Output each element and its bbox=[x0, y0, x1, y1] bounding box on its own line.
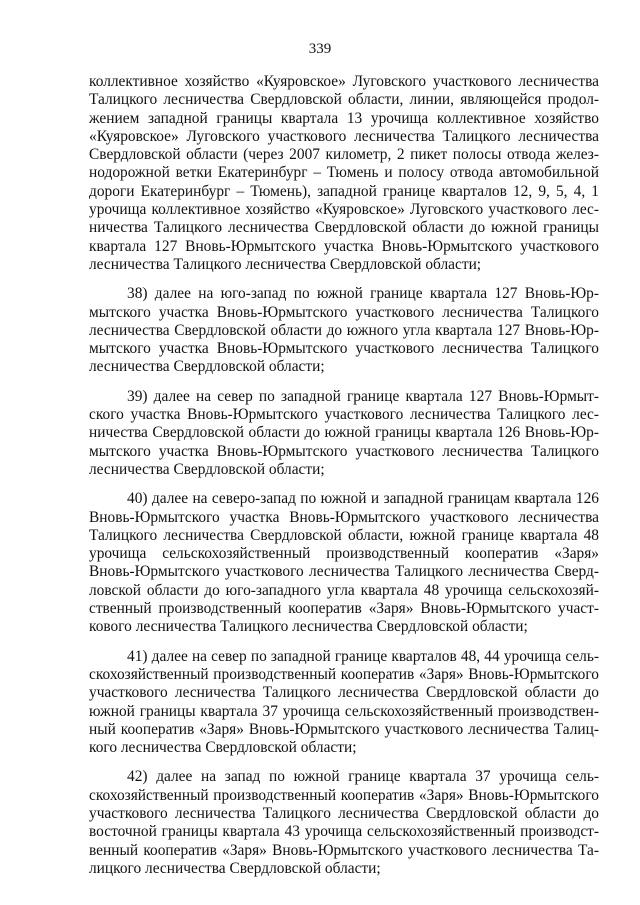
text-line: коллективное хозяйство «Куяровское» Луговского участкового лесничества bbox=[89, 73, 599, 90]
text-line: квартала 127 Вновь-Юрмытского участка Вновь-Юрмытского участкового bbox=[89, 237, 599, 255]
paragraph-41 bbox=[89, 648, 599, 758]
page-number: 339 bbox=[308, 41, 332, 57]
text-line: Вновь-Юрмытского участка Вновь-Юрмытского участкового лесничества bbox=[89, 508, 599, 526]
text-line: восточной границы квартала 43 урочища сельскохозяйственный производст- bbox=[89, 823, 599, 841]
text-line: дороги Екатеринбург – Тюмень), западной границе кварталов 12, 9, 5, 4, 1 bbox=[89, 182, 599, 200]
text-line: кового лесничества Талицкого лесничества Свердловской области; bbox=[89, 618, 528, 636]
paragraph-39 bbox=[89, 388, 599, 479]
text-line: ловской области до юго-западного угла квартала 48 урочища сельскохозяй- bbox=[89, 581, 599, 599]
text-line: скохозяйственный производственный кооператив «Заря» Вновь-Юрмытского bbox=[89, 786, 599, 804]
paragraph-40 bbox=[89, 490, 599, 636]
text-line: «Куяровское» Луговского участкового лесничества Талицкого лесничества bbox=[89, 127, 599, 145]
text-line: венный кооператив «Заря» Вновь-Юрмытского участкового лесничества Та- bbox=[89, 841, 599, 859]
text-line: урочища сельскохозяйственный производственный кооператив «Заря» bbox=[89, 545, 599, 563]
text-line: мытского участка Вновь-Юрмытского участкового лесничества Талицкого bbox=[89, 340, 599, 358]
text-line: Талицкого лесничества Свердловской области, южной границе квартала 48 bbox=[89, 526, 599, 544]
text-line: Талицкого лесничества Свердловской области, линии, являющейся продол- bbox=[89, 91, 599, 109]
text-line: 39) далее на север по западной границе квартала 127 Вновь-Юрмыт- bbox=[127, 387, 599, 405]
text-line: участкового лесничества Талицкого лесничества Свердловской области до bbox=[89, 684, 599, 702]
text-line: 38) далее на юго-запад по южной границе квартала 127 Вновь-Юр- bbox=[127, 285, 599, 303]
text-line: лесничества Талицкого лесничества Свердловской области; bbox=[89, 255, 482, 273]
text-line: ничества Талицкого лесничества Свердловской области до южной границы bbox=[89, 219, 599, 237]
text-line: нодорожной ветки Екатеринбург – Тюмень и полосу отвода автомобильной bbox=[89, 164, 599, 182]
text-line: ского участка Вновь-Юрмытского участкового лесничества Талицкого лес- bbox=[89, 406, 599, 424]
text-line: скохозяйственный производственный кооператив «Заря» Вновь-Юрмытского bbox=[89, 665, 599, 683]
text-line: ничества Свердловской области до южной границы квартала 126 Вновь-Юр- bbox=[89, 424, 599, 442]
text-line: лесничества Свердловской области до южного угла квартала 127 Вновь-Юр- bbox=[89, 321, 599, 339]
text-line: 42) далее на запад по южной границе квартала 37 урочища сель- bbox=[127, 768, 599, 786]
text-line: Вновь-Юрмытского участкового лесничества Талицкого лесничества Сверд- bbox=[89, 563, 599, 581]
text-line: кого лесничества Свердловской области; bbox=[89, 739, 357, 757]
paragraph-continuation bbox=[89, 73, 599, 274]
text-line: лесничества Свердловской области; bbox=[89, 358, 325, 376]
document-body bbox=[89, 73, 599, 889]
paragraph-42 bbox=[89, 768, 599, 878]
text-line: ный кооператив «Заря» Вновь-Юрмытского участкового лесничества Талиц- bbox=[89, 720, 599, 738]
text-line: южной границы квартала 37 урочища сельскохозяйственный производствен- bbox=[89, 702, 599, 720]
text-line: участкового лесничества Талицкого лесничества Свердловской области до bbox=[89, 804, 599, 822]
text-line: мытского участка Вновь-Юрмытского участкового лесничества Талицкого bbox=[89, 303, 599, 321]
text-line: мытского участка Вновь-Юрмытского участкового лесничества Талицкого bbox=[89, 442, 599, 460]
paragraph-38 bbox=[89, 285, 599, 376]
text-line: лесничества Свердловской области; bbox=[89, 460, 325, 478]
text-line: урочища коллективное хозяйство «Куяровское» Луговского участкового лес- bbox=[89, 201, 599, 219]
text-line: 41) далее на север по западной границе кварталов 48, 44 урочища сель- bbox=[127, 647, 599, 665]
text-line: лицкого лесничества Свердловской области; bbox=[89, 859, 381, 877]
text-line: 40) далее на северо-запад по южной и западной границам квартала 126 bbox=[127, 490, 599, 508]
text-line: ственный производственный кооператив «Заря» Вновь-Юрмытского участ- bbox=[89, 600, 599, 618]
text-line: жением западной границы квартала 13 урочища коллективное хозяйство bbox=[89, 109, 599, 127]
text-line: Свердловской области (через 2007 километр, 2 пикет полосы отвода желез- bbox=[89, 146, 599, 164]
